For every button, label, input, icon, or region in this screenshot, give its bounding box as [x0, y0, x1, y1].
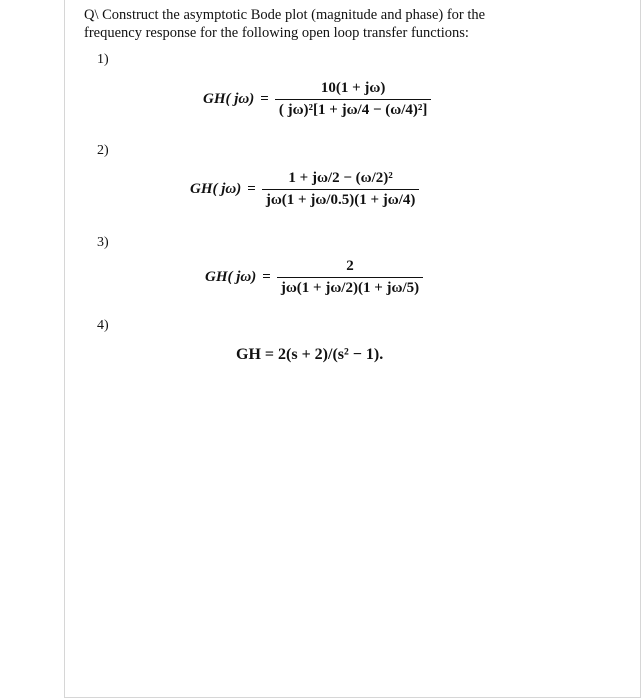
equation-2	[190, 170, 419, 209]
equation-2-numerator: 1 + jω/2 − (ω/2)²	[288, 170, 393, 186]
item-number-2: 2)	[97, 143, 109, 158]
question-text	[84, 6, 534, 42]
equation-3-denominator: jω(1 + jω/2)(1 + jω/5)	[280, 280, 420, 296]
equation-3-lhs: GH( jω)	[205, 269, 257, 285]
equation-3-equals: =	[262, 269, 271, 285]
equation-2-equals: =	[247, 181, 256, 197]
item-number-1: 1)	[97, 52, 109, 67]
equation-3	[205, 258, 423, 297]
equation-1	[203, 80, 431, 119]
equation-2-denominator: jω(1 + jω/0.5)(1 + jω/4)	[265, 192, 416, 208]
equation-4: GH = 2(s + 2)/(s² − 1).	[236, 346, 384, 363]
equation-1-denominator: ( jω)²[1 + jω/4 − (ω/4)²]	[278, 102, 428, 118]
item-number-3: 3)	[97, 235, 109, 250]
equation-1-lhs: GH( jω)	[203, 91, 255, 107]
question-line-1: Q\ Construct the asymptotic Bode plot (magnitude and phase) for the	[84, 7, 486, 23]
equation-2-fraction	[262, 170, 420, 209]
equation-3-numerator: 2	[346, 258, 354, 274]
equation-1-numerator: 10(1 + jω)	[320, 80, 386, 96]
equation-3-fraction	[277, 258, 423, 297]
item-number-4: 4)	[97, 318, 109, 333]
equation-1-equals: =	[260, 91, 269, 107]
question-line-2: frequency response for the following open loop transfer functions:	[84, 25, 469, 41]
equation-2-lhs: GH( jω)	[190, 181, 242, 197]
equation-1-fraction	[275, 80, 432, 119]
